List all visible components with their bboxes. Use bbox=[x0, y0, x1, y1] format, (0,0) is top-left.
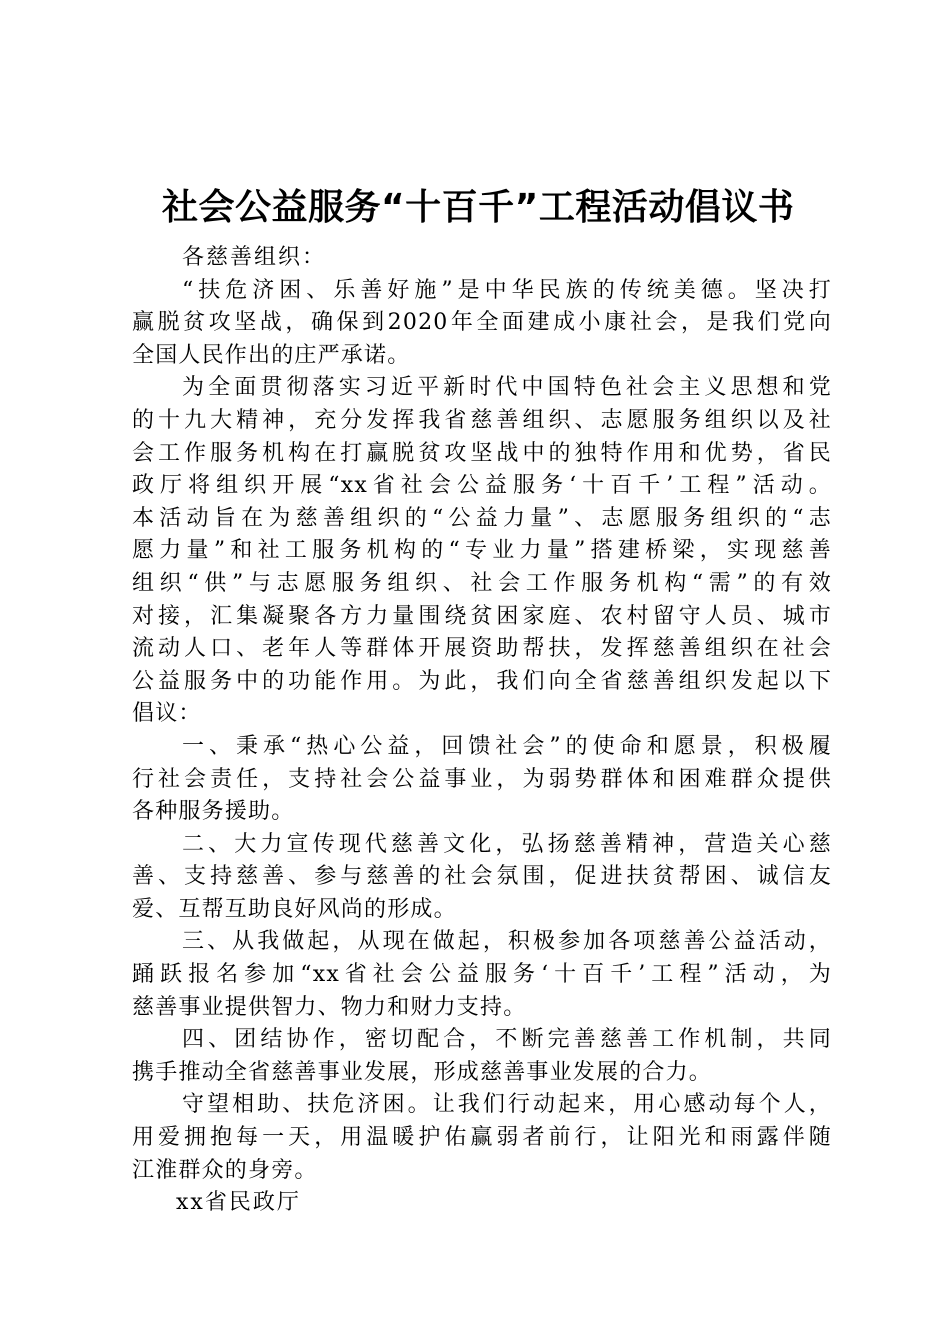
paragraph-line: 全国人民作出的庄严承诺。 bbox=[132, 342, 411, 368]
document-page bbox=[132, 180, 832, 1220]
paragraph-line: 组织“供”与志愿服务组织、社会工作服务机构“需”的有效 bbox=[132, 570, 832, 596]
paragraph-line: 爱、互帮互助良好风尚的形成。 bbox=[132, 896, 457, 922]
paragraph-line: 愿力量”和社工服务机构的“专业力量”搭建桥梁，实现慈善 bbox=[132, 538, 832, 564]
body-paragraph bbox=[132, 372, 832, 731]
paragraph-line: 善、支持慈善、参与慈善的社会氛围，促进扶贫帮困、诚信友 bbox=[132, 864, 832, 890]
paragraph-line: 四、团结协作，密切配合，不断完善慈善工作机制，共同 bbox=[182, 1027, 832, 1053]
paragraph-line: 踊跃报名参加“xx省社会公益服务‘十百千’工程”活动，为 bbox=[132, 962, 832, 988]
paragraph-line: 一、秉承“热心公益，回馈社会”的使命和愿景，积极履 bbox=[182, 733, 832, 759]
document-body bbox=[132, 275, 832, 1188]
paragraph-line: 携手推动全省慈善事业发展，形成慈善事业发展的合力。 bbox=[132, 1059, 713, 1085]
paragraph-line: 对接，汇集凝聚各方力量围绕贫困家庭、农村留守人员、城市 bbox=[132, 603, 832, 629]
paragraph-line: 倡议： bbox=[132, 701, 202, 727]
paragraph-line: 各种服务援助。 bbox=[132, 799, 295, 825]
body-paragraph bbox=[132, 275, 832, 373]
signature: xx省民政厅 bbox=[176, 1190, 301, 1216]
paragraph-line: 江淮群众的身旁。 bbox=[132, 1157, 318, 1183]
paragraph-line: 三、从我做起，从现在做起，积极参加各项慈善公益活动， bbox=[182, 929, 832, 955]
paragraph-line: 慈善事业提供智力、物力和财力支持。 bbox=[132, 994, 527, 1020]
paragraph-line: 二、大力宣传现代慈善文化，弘扬慈善精神，营造关心慈 bbox=[182, 831, 832, 857]
paragraph-line: 用爱拥抱每一天，用温暖护佑赢弱者前行，让阳光和雨露伴随 bbox=[132, 1125, 832, 1151]
paragraph-line: 赢脱贫攻坚战，确保到2020年全面建成小康社会，是我们党向 bbox=[132, 310, 832, 336]
salutation: 各慈善组织： bbox=[182, 245, 327, 270]
paragraph-line: 的十九大精神，充分发挥我省慈善组织、志愿服务组织以及社 bbox=[132, 407, 832, 433]
paragraph-line: “扶危济困、乐善好施”是中华民族的传统美德。坚决打 bbox=[182, 277, 832, 303]
paragraph-line: 守望相助、扶危济困。让我们行动起来，用心感动每个人， bbox=[182, 1092, 832, 1118]
body-paragraph bbox=[132, 829, 832, 927]
body-paragraph bbox=[132, 731, 832, 829]
paragraph-line: 政厅将组织开展“xx省社会公益服务‘十百千’工程”活动。 bbox=[132, 473, 832, 499]
body-paragraph bbox=[132, 926, 832, 1024]
paragraph-line: 会工作服务机构在打赢脱贫攻坚战中的独特作用和优势，省民 bbox=[132, 440, 832, 466]
body-paragraph bbox=[132, 1089, 832, 1187]
paragraph-line: 公益服务中的功能作用。为此，我们向全省慈善组织发起以下 bbox=[132, 668, 832, 694]
paragraph-line: 行社会责任，支持社会公益事业，为弱势群体和困难群众提供 bbox=[132, 766, 832, 792]
body-paragraph bbox=[132, 1024, 832, 1089]
document-title: 社会公益服务“十百千”工程活动倡议书 bbox=[162, 187, 795, 228]
paragraph-line: 流动人口、老年人等群体开展资助帮扶，发挥慈善组织在社会 bbox=[132, 636, 832, 662]
paragraph-line: 本活动旨在为慈善组织的“公益力量”、志愿服务组织的“志 bbox=[132, 505, 832, 531]
paragraph-line: 为全面贯彻落实习近平新时代中国特色社会主义思想和党 bbox=[182, 375, 832, 401]
